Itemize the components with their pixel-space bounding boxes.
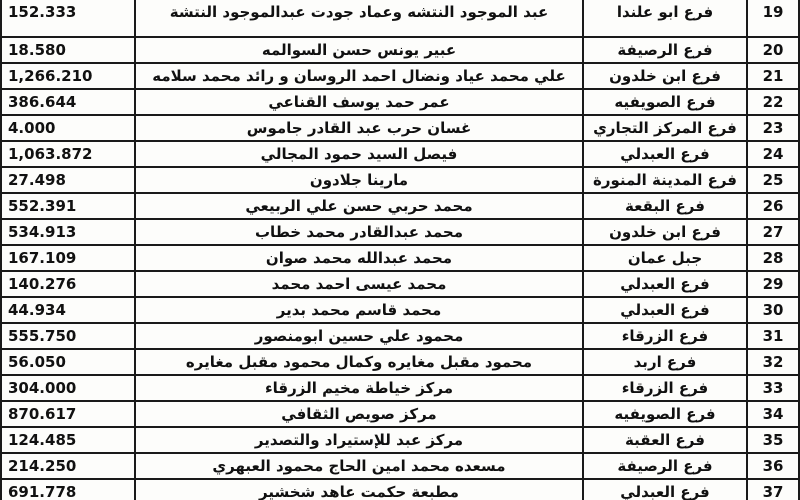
branch-cell: فرع العبدلي: [583, 297, 747, 323]
table-row: [1, 63, 799, 89]
row-number-cell: 25: [747, 167, 799, 193]
table-row: [1, 453, 799, 479]
row-number-cell: 20: [747, 37, 799, 63]
row-number-cell: 22: [747, 89, 799, 115]
amount-cell: 124.485: [1, 427, 135, 453]
amount-cell: 167.109: [1, 245, 135, 271]
row-number-cell: 27: [747, 219, 799, 245]
name-cell: مركز صويص الثقافي: [135, 401, 583, 427]
branch-cell: فرع ابن خلدون: [583, 63, 747, 89]
amount-cell: 56.050: [1, 349, 135, 375]
branch-cell: فرع المركز التجاري: [583, 115, 747, 141]
branch-cell: فرع ابن خلدون: [583, 219, 747, 245]
row-number-cell: 36: [747, 453, 799, 479]
branch-cell: فرع اربد: [583, 349, 747, 375]
name-cell: محمد عبدالقادر محمد خطاب: [135, 219, 583, 245]
table-body: [1, 0, 799, 500]
amount-cell: 691.778: [1, 479, 135, 500]
name-cell: عبد الموجود النتشه وعماد جودت عبدالموجود النتشة: [135, 0, 583, 37]
branch-cell: فرع المدينة المنورة: [583, 167, 747, 193]
table-row: [1, 0, 799, 37]
name-cell: مركز خياطة مخيم الزرقاء: [135, 375, 583, 401]
amount-cell: 27.498: [1, 167, 135, 193]
table-row: [1, 297, 799, 323]
branch-cell: فرع ابو علندا: [583, 0, 747, 37]
row-number-cell: 34: [747, 401, 799, 427]
name-cell: مطبعة حكمت عاهد شخشير: [135, 479, 583, 500]
amount-cell: 44.934: [1, 297, 135, 323]
branch-cell: فرع البقعة: [583, 193, 747, 219]
name-cell: عمر حمد يوسف القناعي: [135, 89, 583, 115]
row-number-cell: 30: [747, 297, 799, 323]
name-cell: علي محمد عياد ونضال احمد الروسان و رائد محمد سلامه: [135, 63, 583, 89]
row-number-cell: 33: [747, 375, 799, 401]
branch-cell: فرع العبدلي: [583, 271, 747, 297]
row-number-cell: 26: [747, 193, 799, 219]
name-cell: مارينا جلادون: [135, 167, 583, 193]
table-row: [1, 427, 799, 453]
row-number-cell: 28: [747, 245, 799, 271]
row-number-cell: 24: [747, 141, 799, 167]
amount-cell: 555.750: [1, 323, 135, 349]
branch-cell: فرع العبدلي: [583, 141, 747, 167]
name-cell: عبير يونس حسن السوالمه: [135, 37, 583, 63]
amount-cell: 304.000: [1, 375, 135, 401]
amount-cell: 552.391: [1, 193, 135, 219]
table-row: [1, 141, 799, 167]
branch-cell: فرع الرصيفة: [583, 37, 747, 63]
row-number-cell: 31: [747, 323, 799, 349]
amount-cell: 4.000: [1, 115, 135, 141]
name-cell: محمد عيسى احمد محمد: [135, 271, 583, 297]
branch-cell: فرع الزرقاء: [583, 323, 747, 349]
name-cell: محمد حربي حسن علي الربيعي: [135, 193, 583, 219]
table-row: [1, 167, 799, 193]
amount-cell: 152.333: [1, 0, 135, 37]
amount-cell: 140.276: [1, 271, 135, 297]
branch-cell: فرع الصويفيه: [583, 401, 747, 427]
row-number-cell: 29: [747, 271, 799, 297]
row-number-cell: 35: [747, 427, 799, 453]
table-row: [1, 479, 799, 500]
amount-cell: 386.644: [1, 89, 135, 115]
row-number-cell: 23: [747, 115, 799, 141]
name-cell: محمد قاسم محمد بدير: [135, 297, 583, 323]
amount-cell: 1,266.210: [1, 63, 135, 89]
name-cell: محمود مقبل مغايره وكمال محمود مقبل مغايره: [135, 349, 583, 375]
name-cell: غسان حرب عبد القادر جاموس: [135, 115, 583, 141]
amount-cell: 214.250: [1, 453, 135, 479]
branch-cell: فرع العقبة: [583, 427, 747, 453]
amount-cell: 534.913: [1, 219, 135, 245]
amount-cell: 1,063.872: [1, 141, 135, 167]
amount-cell: 18.580: [1, 37, 135, 63]
table-row: [1, 401, 799, 427]
table-row: [1, 271, 799, 297]
name-cell: مركز عبد للإستيراد والتصدير: [135, 427, 583, 453]
branch-cell: فرع الرصيفة: [583, 453, 747, 479]
name-cell: محمد عبدالله محمد صوان: [135, 245, 583, 271]
table-row: [1, 37, 799, 63]
branch-cell: فرع العبدلي: [583, 479, 747, 500]
row-number-cell: 21: [747, 63, 799, 89]
table-row: [1, 193, 799, 219]
branch-cell: فرع الزرقاء: [583, 375, 747, 401]
table-row: [1, 349, 799, 375]
table-row: [1, 375, 799, 401]
name-cell: مسعده محمد امين الحاج محمود العبهري: [135, 453, 583, 479]
table-row: [1, 219, 799, 245]
name-cell: محمود علي حسين ابومنصور: [135, 323, 583, 349]
row-number-cell: 37: [747, 479, 799, 500]
branch-cell: فرع الصويفيه: [583, 89, 747, 115]
row-number-cell: 32: [747, 349, 799, 375]
row-number-cell: 19: [747, 0, 799, 37]
table-row: [1, 323, 799, 349]
table-row: [1, 115, 799, 141]
branch-cell: جبل عمان: [583, 245, 747, 271]
name-cell: فيصل السيد حمود المجالي: [135, 141, 583, 167]
table-row: [1, 89, 799, 115]
amount-cell: 870.617: [1, 401, 135, 427]
table-row: [1, 245, 799, 271]
